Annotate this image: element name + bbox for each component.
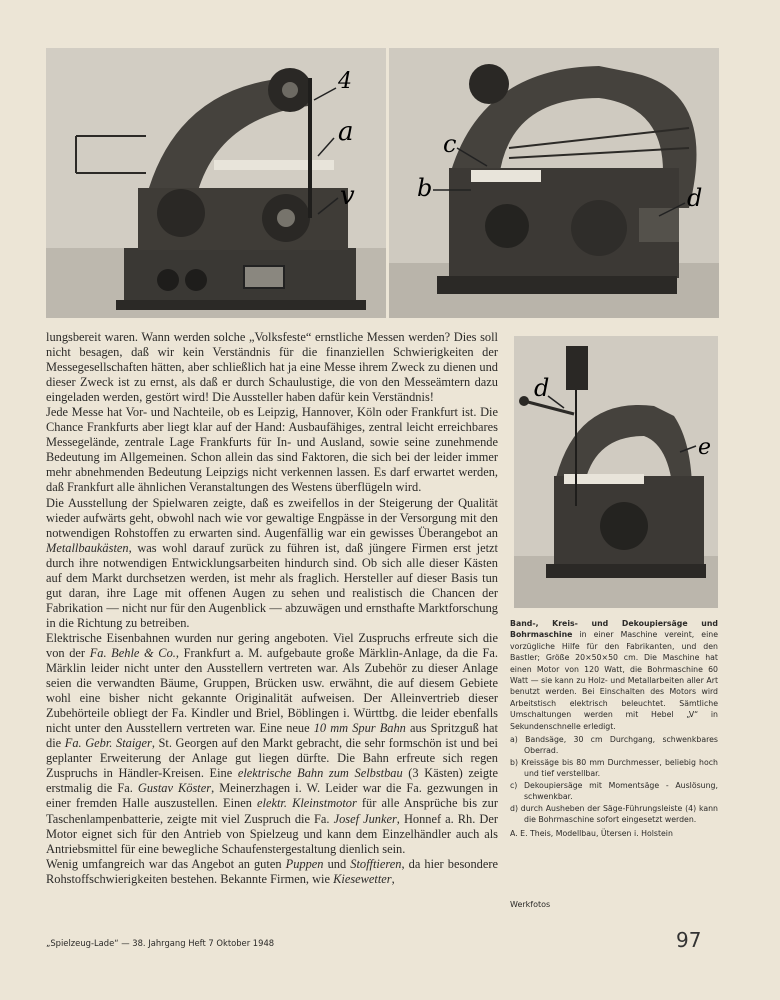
photo-bandsaw-machine-side — [389, 48, 719, 318]
paragraph — [46, 496, 498, 631]
label-c: c — [443, 130, 457, 158]
body-text: lungsbereit waren. Wann werden solche „Volksfeste“ ernstliche Messen werden? Dies soll nicht besagen, daß wir kein Verständnis für die finanziellen Schwierigkeiten der Messegesellschaften hätten, aber schließlich hat ja eine Messe ihrem Zweck zu dienen und dieser Zweck ist zu ernst, als daß er durch Schaulustige, die von den Messeämtern dazu eingeladen werden, gestört wird! Die Aussteller haben dafür kein Verständnis! — [46, 330, 498, 405]
emphasis-text: Fa. Behle & Co. — [89, 645, 176, 660]
label-d-side: d — [534, 374, 550, 402]
body-text: Die Ausstellung der Spielwaren zeigte, daß es zweifellos in der Steigerung der Qualität wieder aufwärts geht, obwohl nach wie vor gewaltige Engpässe in der Versorgung mit den notwendigen Rohstoffen zu erwarten sind. Augenfällig war ein gewisses Überangebot an — [46, 495, 498, 540]
body-text: (3 Kästen) zeigte erstmalig die Fa. — [46, 766, 498, 796]
emphasis-text: Kiesewetter — [333, 871, 392, 886]
caption-credit: A. E. Theis, Modellbau, Ütersen i. Holstein — [510, 829, 673, 839]
paragraph — [46, 631, 498, 857]
body-text: , — [391, 871, 395, 886]
caption-item: a) Bandsäge, 30 cm Durchgang, schwenkbares Oberrad. — [510, 735, 718, 756]
body-text: , was wohl darauf zurück zu führen ist, daß jüngere Firmen erst jetzt durch ihre notwendigen Entwicklungsarbeiten hindurch sind. Ob sich alle dieser Kästen auf dem Markt durchsetzen werden, ist mehr als fraglich. Hersteller auf dieser Basis tun gut daran, ihre Lage mit offenen Augen zu sehen und realistisch die Chancen der Fabrikation — nicht nur für den Augenblick — abzuwägen und ernsthafte Marktforschung in die Richtung zu betreiben. — [46, 540, 498, 630]
bandsaw-machine-side-illustration — [389, 48, 719, 318]
body-text: , St. Georgen auf den Markt gebracht, die sehr formschön ist und bei geplanter Erweiterung der Anlage gut liegen dürfte. Die Bahn erfreute sich regen Zuspruchs in Händler-Kreisen. Eine — [46, 736, 498, 781]
caption-intro — [510, 618, 718, 732]
caption-item: c) Dekoupiersäge mit Momentsäge - Auslösung, schwenkbar. — [510, 780, 718, 802]
label-b: b — [417, 174, 433, 202]
body-text: , Honnef a. Rh. Der Motor eignet sich für den Antrieb von Spielzeug und kann dem Einzelhändler auch als Antriebsmittel für eine bewegliche Schaufenstergestaltung dienlich sein. — [46, 811, 498, 856]
emphasis-text: Metallbaukästen — [46, 540, 129, 555]
figure-caption — [510, 618, 718, 840]
caption-text: in einer Maschine vereint, eine vorzügliche Hilfe für den Fabrikanten, und den Bastler; Größe 20×50×50 cm. Die Maschine hat einen Motor von 120 Watt, die Bohrmaschine 60 Watt — sie kann zu Holz- und Metallarbeiten aller Art benutzt werden. Bei Einschalten des Motors wird Arbeitstisch elektrisch beleuchtet. Sämtliche Umschaltungen werden mit Hebel „V“ in Sekundenschnelle erledigt. — [510, 630, 718, 731]
paragraph — [46, 405, 498, 495]
caption-item: d) durch Ausheben der Säge-Führungsleiste (4) kann die Bohrmaschine sofort eingesetzt werden. — [510, 803, 718, 824]
label-4: 4 — [338, 69, 352, 94]
body-text: und — [323, 856, 351, 871]
body-text: , Meinerzhagen i. W. Leider war die Fa. gezwungen in einer fremden Halle auszustellen. Einen — [46, 781, 499, 811]
label-e: e — [698, 435, 712, 460]
drilling-machine-illustration — [514, 336, 718, 608]
emphasis-text: Josef Junker — [333, 811, 397, 826]
body-text: , da hier besondere Rohstoffschwierigkeiten bestehen. Bekannte Firmen, wie — [46, 856, 499, 886]
label-v: v — [340, 181, 355, 211]
emphasis-text: elektrische Bahn zum Selbstbau — [237, 766, 403, 781]
emphasis-text: Gustav Köster — [137, 781, 212, 796]
label-a: a — [338, 117, 354, 147]
page-number: 97 — [676, 928, 702, 952]
label-d: d — [687, 184, 703, 212]
caption-list — [510, 734, 718, 825]
body-text: aus Spritzguß hat die — [46, 721, 498, 751]
emphasis-text: Puppen — [285, 856, 324, 871]
body-text: für alle Ansprüche bis zur Taschenlampenbatterie, zeigte mit viel Zuspruch die Fa. — [46, 796, 498, 826]
caption-title: Band-, Kreis- und Dekoupiersäge und Bohrmaschine — [510, 619, 718, 640]
body-text: , Frankfurt a. M. aufgebaute große Märklin-Anlage, da die Fa. Märklin leider nicht unter den Ausstellern vertreten war. Als Zubehör zu dieser Anlage seien die verwandten Bäume, Gruppen, Brücken usw. erwähnt, die auf diesem Gebiete wohl eine bisher nicht gekannte Originalität aufweisen. Der Alleinvertrieb dieser Zubehörteile obliegt der Fa. Kindler und Briel, Böblingen i. Württbg. die leider ebenfalls nicht unter den Ausstellern vertreten war. Eine neue — [46, 645, 498, 736]
emphasis-text: Stofftieren — [350, 856, 402, 871]
article-body — [46, 330, 498, 887]
bandsaw-machine-illustration — [46, 48, 386, 318]
photo-credit: Werkfotos — [510, 900, 551, 909]
paragraph — [46, 857, 498, 887]
page-footer: „Spielzeug-Lade“ — 38. Jahrgang Heft 7 Oktober 1948 — [46, 938, 275, 948]
emphasis-text: Fa. Gebr. Staiger — [64, 736, 152, 751]
photo-drilling-machine — [514, 336, 718, 608]
caption-item: b) Kreissäge bis 80 mm Durchmesser, beliebig hoch und tief verstellbar. — [510, 757, 718, 779]
photo-bandsaw-machine-front — [46, 48, 386, 318]
body-text: Wenig umfangreich war das Angebot an guten — [46, 856, 286, 871]
body-text: Elektrische Eisenbahnen wurden nur gering angeboten. Viel Zuspruchs erfreute sich die von der — [46, 630, 498, 660]
emphasis-text: 10 mm Spur Bahn — [313, 721, 406, 736]
emphasis-text: elektr. Kleinstmotor — [257, 796, 357, 811]
body-text: Jede Messe hat Vor- und Nachteile, ob es Leipzig, Hannover, Köln oder Frankfurt ist. Die Chance Frankfurts aber liegt klar auf der Hand: Ausbaufähiges, zentral leicht erreichbares Messegelände, zentrale Lage Frankfurts für In- und Ausland, sowie seine zunehmende Bedeutung im Allgemeinen. Schon allein das sind Faktoren, die sich bei der leider immer mehr abnehmenden Bedeutung Leipzigs nicht verkennen lassen. Es darf erwartet werden, daß Frankfurt alle ähnlichen Veranstaltungen des Westens überflügeln wird. — [46, 405, 498, 495]
paragraph — [46, 330, 498, 405]
